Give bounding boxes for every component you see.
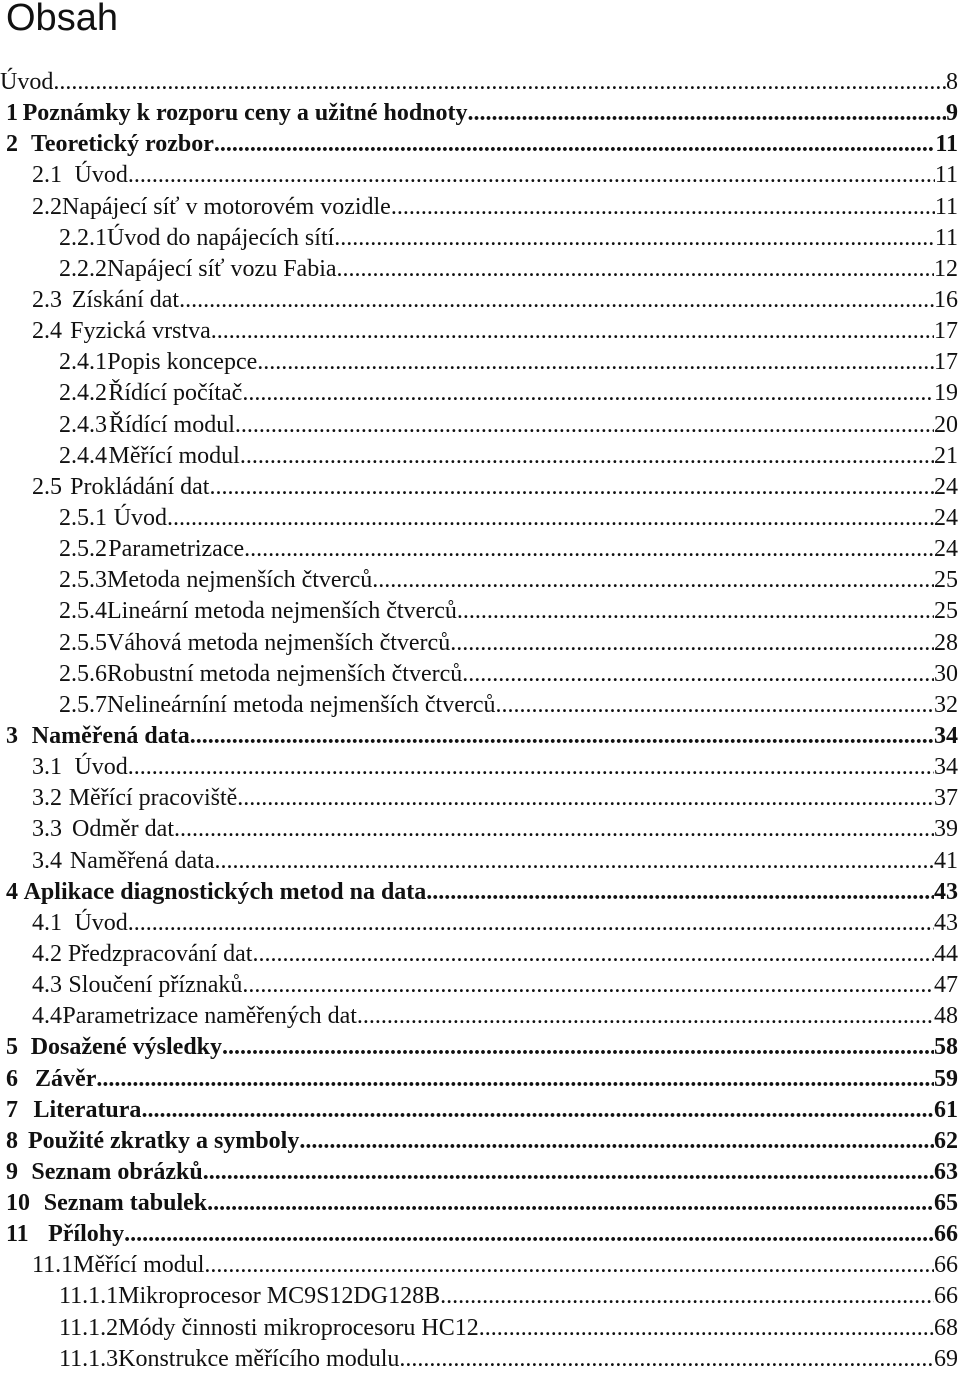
toc-entry-page: 28 — [934, 629, 958, 656]
toc-entry[interactable] — [0, 1250, 958, 1281]
toc-entry[interactable] — [0, 814, 958, 845]
toc-entry[interactable] — [0, 908, 958, 939]
toc-entry-number: 11.1.3 — [59, 1345, 119, 1372]
toc-entry-number: 2.3 — [32, 286, 62, 313]
toc-entry-number: 4.2 — [32, 940, 62, 967]
toc-dot-leader — [244, 534, 934, 565]
toc-entry-number: 2.5.6 — [59, 660, 107, 687]
toc-entry[interactable] — [0, 1313, 958, 1344]
toc-entry-title: Řídící modul — [108, 411, 235, 438]
toc-dot-leader — [190, 721, 934, 752]
toc-entry[interactable] — [0, 970, 958, 1001]
toc-entry-page: 66 — [934, 1221, 958, 1248]
toc-dot-leader — [440, 1281, 934, 1312]
toc-entry-page: 25 — [934, 598, 958, 625]
toc-entry-page: 9 — [946, 100, 958, 127]
toc-entry-number: 10 — [6, 1190, 30, 1217]
toc-entry-page: 34 — [934, 722, 958, 749]
toc-entry-number: 2.5 — [32, 473, 62, 500]
toc-entry-number: 7 — [6, 1096, 18, 1123]
toc-entry-page: 12 — [934, 255, 958, 282]
toc-entry[interactable] — [0, 939, 958, 970]
toc-dot-leader — [209, 472, 934, 503]
toc-entry-page: 19 — [934, 380, 958, 407]
toc-entry-page: 65 — [934, 1190, 958, 1217]
toc-entry-page: 44 — [934, 940, 958, 967]
toc-entry-page: 25 — [934, 567, 958, 594]
toc-entry-page: 47 — [934, 972, 958, 999]
toc-dot-leader — [242, 378, 934, 409]
toc-entry-page: 24 — [934, 536, 958, 563]
toc-dot-leader — [204, 1250, 934, 1281]
toc-dot-leader — [128, 160, 935, 191]
toc-entry-title: Úvod — [74, 754, 128, 781]
toc-dot-leader — [462, 659, 934, 690]
toc-dot-leader — [334, 223, 935, 254]
toc-entry[interactable] — [0, 783, 958, 814]
toc-dot-leader — [214, 846, 934, 877]
toc-entry-page: 20 — [934, 411, 958, 438]
toc-entry-number: 2.5.7 — [59, 691, 107, 718]
toc-entry[interactable] — [0, 410, 958, 441]
toc-entry-number: 8 — [6, 1127, 18, 1154]
toc-entry-page: 63 — [934, 1158, 958, 1185]
toc-entry-title: Předzpracování dat — [67, 940, 253, 967]
toc-entry-title: Poznámky k rozporu ceny a užitné hodnoty — [22, 100, 468, 127]
toc-entry-title: Metoda nejmenších čtverců — [107, 567, 373, 594]
toc-entry-number: 3.2 — [32, 785, 62, 812]
toc-entry-number: 4.4 — [32, 1003, 62, 1030]
toc-entry-number: 1 — [6, 100, 18, 127]
toc-entry-title: Módy činnosti mikroprocesoru HC12 — [118, 1314, 479, 1341]
toc-entry[interactable] — [0, 690, 958, 721]
toc-dot-leader — [207, 1188, 934, 1219]
toc-entry-number: 4.1 — [32, 909, 62, 936]
toc-dot-leader — [96, 1064, 934, 1095]
toc-entry[interactable] — [0, 98, 958, 129]
toc-entry[interactable] — [0, 285, 958, 316]
toc-entry-title: Naměřená data — [31, 722, 190, 749]
toc-entry-page: 11 — [935, 131, 958, 158]
toc-entry-number: 5 — [6, 1034, 18, 1061]
toc-entry[interactable] — [0, 223, 958, 254]
toc-entry-page: 17 — [934, 349, 958, 376]
page-title: Obsah — [6, 0, 118, 39]
toc-entry-number: 2.2.2 — [59, 255, 107, 282]
toc-entry[interactable] — [0, 1126, 958, 1157]
toc-dot-leader — [53, 67, 946, 98]
toc-dot-leader — [211, 316, 934, 347]
toc-entry-title: Robustní metoda nejmenších čtverců — [107, 660, 463, 687]
toc-entry[interactable] — [0, 1095, 958, 1126]
toc-entry-page: 11 — [934, 224, 958, 251]
toc-dot-leader — [179, 285, 934, 316]
toc-entry-title: Odměr dat — [72, 816, 174, 843]
toc-entry[interactable] — [0, 378, 958, 409]
toc-entry-title: Sloučení příznaků — [68, 972, 243, 999]
toc-entry-title: Měřící pracoviště — [68, 785, 238, 812]
toc-entry-page: 11 — [934, 162, 958, 189]
toc-entry-title: Napájecí síť vozu Fabia — [107, 255, 337, 282]
toc-entry-title: Konstrukce měřícího modulu — [118, 1345, 400, 1372]
toc-entry-page: 43 — [934, 909, 958, 936]
toc-entry-page: 69 — [934, 1345, 958, 1372]
table-of-contents — [0, 67, 958, 1375]
toc-dot-leader — [174, 814, 934, 845]
toc-entry-page: 24 — [934, 504, 958, 531]
toc-entry[interactable] — [0, 1219, 958, 1250]
toc-entry-title: Úvod — [0, 69, 54, 95]
toc-entry-title: Úvod do napájecích sítí — [107, 224, 335, 251]
toc-entry-number: 3 — [6, 722, 18, 749]
toc-entry[interactable] — [0, 877, 958, 908]
toc-entry-number: 2.4.2 — [59, 380, 107, 407]
toc-dot-leader — [450, 628, 934, 659]
toc-entry-number: 4.3 — [32, 972, 62, 999]
toc-entry[interactable] — [0, 316, 958, 347]
toc-entry-number: 3.3 — [32, 816, 62, 843]
toc-entry-page: 48 — [934, 1003, 958, 1030]
toc-entry-number: 2.5.5 — [59, 629, 107, 656]
toc-entry-number: 4 — [6, 878, 18, 905]
toc-entry-title: Teoretický rozbor — [31, 131, 214, 158]
toc-dot-leader — [237, 783, 934, 814]
toc-entry-page: 61 — [934, 1096, 958, 1123]
toc-entry[interactable] — [0, 192, 958, 223]
toc-entry-title: Měřící modul — [108, 442, 240, 469]
toc-entry-number: 3.1 — [32, 754, 62, 781]
toc-entry-title: Seznam obrázků — [31, 1158, 203, 1185]
toc-entry-number: 11.1 — [32, 1252, 74, 1279]
toc-dot-leader — [128, 752, 934, 783]
toc-entry-number: 2.2 — [32, 193, 62, 220]
toc-entry[interactable] — [0, 503, 958, 534]
toc-dot-leader — [426, 877, 934, 908]
toc-entry[interactable] — [0, 721, 958, 752]
toc-entry[interactable] — [0, 472, 958, 503]
toc-dot-leader — [372, 565, 934, 596]
toc-dot-leader — [203, 1157, 934, 1188]
toc-dot-leader — [479, 1313, 934, 1344]
toc-entry-title: Přílohy — [48, 1221, 125, 1248]
toc-dot-leader — [222, 1032, 934, 1063]
toc-entry[interactable] — [0, 1064, 958, 1095]
toc-entry-title: Získání dat — [71, 286, 180, 313]
toc-entry-number: 9 — [6, 1158, 18, 1185]
toc-entry-title: Řídící počítač — [108, 380, 243, 407]
toc-entry[interactable] — [0, 565, 958, 596]
toc-entry-title: Závěr — [35, 1065, 97, 1092]
toc-entry-title: Naměřená data — [69, 847, 215, 874]
toc-entry-page: 62 — [934, 1127, 958, 1154]
toc-entry[interactable] — [0, 347, 958, 378]
toc-entry-title: Váhová metoda nejmenších čtverců — [107, 629, 451, 656]
toc-dot-leader — [299, 1126, 934, 1157]
toc-entry[interactable] — [0, 596, 958, 627]
toc-entry-page: 37 — [934, 785, 958, 812]
toc-entry-page: 24 — [934, 473, 958, 500]
toc-dot-leader — [399, 1344, 934, 1375]
toc-entry-page: 41 — [934, 847, 958, 874]
toc-dot-leader — [214, 129, 935, 160]
toc-dot-leader — [167, 503, 934, 534]
toc-entry[interactable] — [0, 659, 958, 690]
toc-entry[interactable] — [0, 441, 958, 472]
toc-entry-title: Literatura — [33, 1096, 142, 1123]
toc-dot-leader — [357, 1001, 934, 1032]
toc-entry[interactable] — [0, 129, 958, 160]
toc-dot-leader — [124, 1219, 934, 1250]
toc-entry-page: 34 — [934, 754, 958, 781]
toc-entry-title: Popis koncepce — [107, 349, 258, 376]
toc-entry-page: 58 — [934, 1034, 958, 1061]
toc-entry[interactable] — [0, 1344, 958, 1375]
toc-entry-page: 59 — [934, 1065, 958, 1092]
toc-dot-leader — [391, 192, 935, 223]
toc-dot-leader — [457, 596, 934, 627]
toc-entry-number: 2.4.1 — [59, 349, 107, 376]
toc-entry-title: Lineární metoda nejmenších čtverců — [107, 598, 457, 625]
toc-entry-title: Dosažené výsledky — [30, 1034, 223, 1061]
toc-entry-title: Úvod — [113, 504, 168, 531]
toc-entry-number: 6 — [6, 1065, 18, 1092]
toc-entry-title: Aplikace diagnostických metod na data — [23, 878, 427, 905]
toc-dot-leader — [242, 970, 934, 1001]
toc-entry-number: 2.5.4 — [59, 598, 107, 625]
toc-entry-title: Měřící modul — [73, 1252, 205, 1279]
toc-entry-page: 30 — [934, 660, 958, 687]
toc-entry-number: 3.4 — [32, 847, 62, 874]
toc-entry-page: 43 — [934, 878, 958, 905]
toc-entry-number: 2.1 — [32, 162, 62, 189]
toc-entry[interactable] — [0, 846, 958, 877]
toc-entry[interactable] — [0, 1001, 958, 1032]
toc-dot-leader — [235, 410, 934, 441]
toc-entry[interactable] — [0, 254, 958, 285]
toc-entry-title: Seznam tabulek — [43, 1190, 208, 1217]
toc-entry-number: 2.5.2 — [59, 536, 107, 563]
toc-dot-leader — [468, 98, 946, 129]
toc-entry-title: Úvod — [74, 162, 128, 189]
toc-entry-title: Napájecí síť v motorovém vozidle — [62, 193, 391, 220]
toc-entry-number: 2.4.4 — [59, 442, 107, 469]
toc-entry-page: 32 — [934, 691, 958, 718]
toc-entry-number: 2.4 — [32, 318, 62, 345]
toc-entry-page: 17 — [934, 318, 958, 345]
toc-entry[interactable] — [0, 1157, 958, 1188]
toc-entry-number: 2.5.1 — [59, 504, 107, 531]
toc-entry-number: 2.4.3 — [59, 411, 107, 438]
toc-entry-number: 11 — [6, 1221, 29, 1248]
toc-entry[interactable] — [0, 1281, 958, 1312]
toc-entry[interactable] — [0, 628, 958, 659]
toc-entry-number: 2 — [6, 131, 18, 158]
toc-entry-page: 39 — [934, 816, 958, 843]
toc-entry-title: Parametrizace naměřených dat — [62, 1003, 357, 1030]
toc-entry-number: 2.5.3 — [59, 567, 107, 594]
toc-entry[interactable] — [0, 1032, 958, 1063]
toc-entry-page: 8 — [946, 69, 958, 95]
toc-entry-title: Nelineárníní metoda nejmenších čtverců — [107, 691, 496, 718]
toc-entry[interactable] — [0, 752, 958, 783]
toc-entry-page: 16 — [934, 286, 958, 313]
toc-entry-number: 11.1.2 — [59, 1314, 119, 1341]
toc-dot-leader — [257, 347, 934, 378]
toc-dot-leader — [252, 939, 934, 970]
toc-entry[interactable] — [0, 1188, 958, 1219]
toc-dot-leader — [141, 1095, 934, 1126]
toc-dot-leader — [240, 441, 934, 472]
toc-entry-title: Použité zkratky a symboly — [28, 1127, 300, 1154]
toc-entry[interactable] — [0, 160, 958, 191]
toc-entry[interactable] — [0, 67, 958, 98]
toc-entry-page: 11 — [934, 193, 958, 220]
toc-entry-number: 2.2.1 — [59, 224, 107, 251]
toc-dot-leader — [128, 908, 934, 939]
toc-entry-title: Fyzická vrstva — [70, 318, 211, 345]
toc-entry-number: 11.1.1 — [59, 1283, 119, 1310]
toc-entry[interactable] — [0, 534, 958, 565]
toc-entry-page: 21 — [934, 442, 958, 469]
toc-entry-page: 66 — [934, 1252, 958, 1279]
toc-dot-leader — [337, 254, 934, 285]
toc-entry-page: 66 — [934, 1283, 958, 1310]
toc-entry-title: Prokládání dat — [70, 473, 210, 500]
toc-entry-title: Parametrizace — [108, 536, 245, 563]
toc-entry-title: Mikroprocesor MC9S12DG128B — [118, 1283, 441, 1310]
toc-entry-title: Úvod — [74, 909, 128, 936]
toc-entry-page: 68 — [934, 1314, 958, 1341]
toc-dot-leader — [496, 690, 934, 721]
